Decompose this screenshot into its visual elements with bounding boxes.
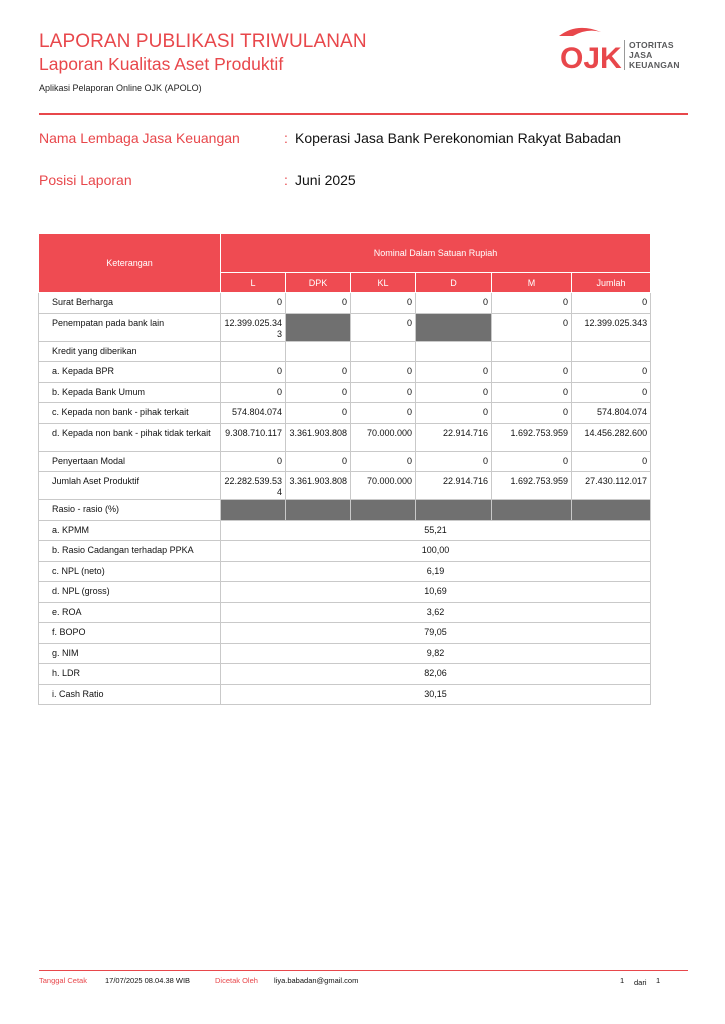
table-row: Jumlah Aset Produktif 22.282.539.534 3.361.903.808 70.000.000 22.914.716 1.692.753.959 27.430.112.017 — [39, 472, 651, 500]
institution-colon: : — [284, 130, 288, 146]
report-subtitle: Laporan Kualitas Aset Produktif — [39, 54, 284, 74]
ratio-row: c. NPL (neto) 6,19 — [39, 561, 651, 582]
print-date-label: Tanggal Cetak — [39, 976, 87, 985]
header-divider — [39, 113, 688, 115]
app-name: Aplikasi Pelaporan Online OJK (APOLO) — [39, 83, 202, 93]
ratio-row: f. BOPO 79,05 — [39, 623, 651, 644]
column-header: Jumlah — [572, 273, 651, 293]
shaded-cell — [492, 500, 572, 521]
table-row: Penyertaan Modal 0 0 0 0 0 0 — [39, 451, 651, 472]
table-row: c. Kepada non bank - pihak terkait 574.804.074 0 0 0 0 574.804.074 — [39, 403, 651, 424]
page-total: 1 — [656, 976, 661, 985]
page-current: 1 — [620, 976, 625, 985]
ratio-row: i. Cash Ratio 30,15 — [39, 684, 651, 705]
page-of: dari — [634, 978, 647, 987]
column-header: D — [416, 273, 492, 293]
logo-text: OTORITAS JASA KEUANGAN — [629, 40, 680, 70]
ratio-row: g. NIM 9,82 — [39, 643, 651, 664]
ratio-row: e. ROA 3,62 — [39, 602, 651, 623]
table-row: d. Kepada non bank - pihak tidak terkait 9.308.710.117 3.361.903.808 70.000.000 22.914.716 1.692.753.959 14.456.282.600 — [39, 423, 651, 451]
institution-label: Nama Lembaga Jasa Keuangan — [39, 130, 240, 146]
institution-value: Koperasi Jasa Bank Perekonomian Rakyat Babadan — [295, 130, 622, 146]
shaded-cell — [416, 313, 492, 341]
shaded-cell — [351, 500, 416, 521]
asset-quality-table — [38, 233, 651, 705]
report-title: LAPORAN PUBLIKASI TRIWULANAN — [39, 31, 367, 52]
table-row: Kredit yang diberikan — [39, 341, 651, 362]
table-row: Surat Berharga 0 0 0 0 0 0 — [39, 293, 651, 314]
ratio-row: h. LDR 82,06 — [39, 664, 651, 685]
ojk-logo-mark-icon — [557, 22, 627, 74]
table-row: a. Kepada BPR 0 0 0 0 0 0 — [39, 362, 651, 383]
printed-by-value: liya.babadan@gmail.com — [274, 976, 359, 985]
footer-divider — [39, 970, 688, 971]
position-label: Posisi Laporan — [39, 172, 132, 188]
shaded-cell — [286, 500, 351, 521]
ratio-row: d. NPL (gross) 10,69 — [39, 582, 651, 603]
table-row: b. Kepada Bank Umum 0 0 0 0 0 0 — [39, 382, 651, 403]
printed-by-label: Dicetak Oleh — [215, 976, 258, 985]
position-colon: : — [284, 172, 288, 188]
table-row: Penempatan pada bank lain 12.399.025.343 0 0 12.399.025.343 — [39, 313, 651, 341]
ratio-row: b. Rasio Cadangan terhadap PPKA 100,00 — [39, 541, 651, 562]
shaded-cell — [416, 500, 492, 521]
column-header: L — [221, 273, 286, 293]
shaded-cell — [286, 313, 351, 341]
shaded-cell — [221, 500, 286, 521]
table-row: Rasio - rasio (%) — [39, 500, 651, 521]
print-date-value: 17/07/2025 08.04.38 WIB — [105, 976, 191, 985]
position-value: Juni 2025 — [295, 172, 356, 188]
column-header: M — [492, 273, 572, 293]
shaded-cell — [572, 500, 651, 521]
header-nominal: Nominal Dalam Satuan Rupiah — [221, 234, 651, 273]
ratio-row: a. KPMM 55,21 — [39, 520, 651, 541]
logo-mark: OJK — [560, 42, 622, 74]
column-header: KL — [351, 273, 416, 293]
header-keterangan: Keterangan — [39, 234, 221, 293]
column-header: DPK — [286, 273, 351, 293]
